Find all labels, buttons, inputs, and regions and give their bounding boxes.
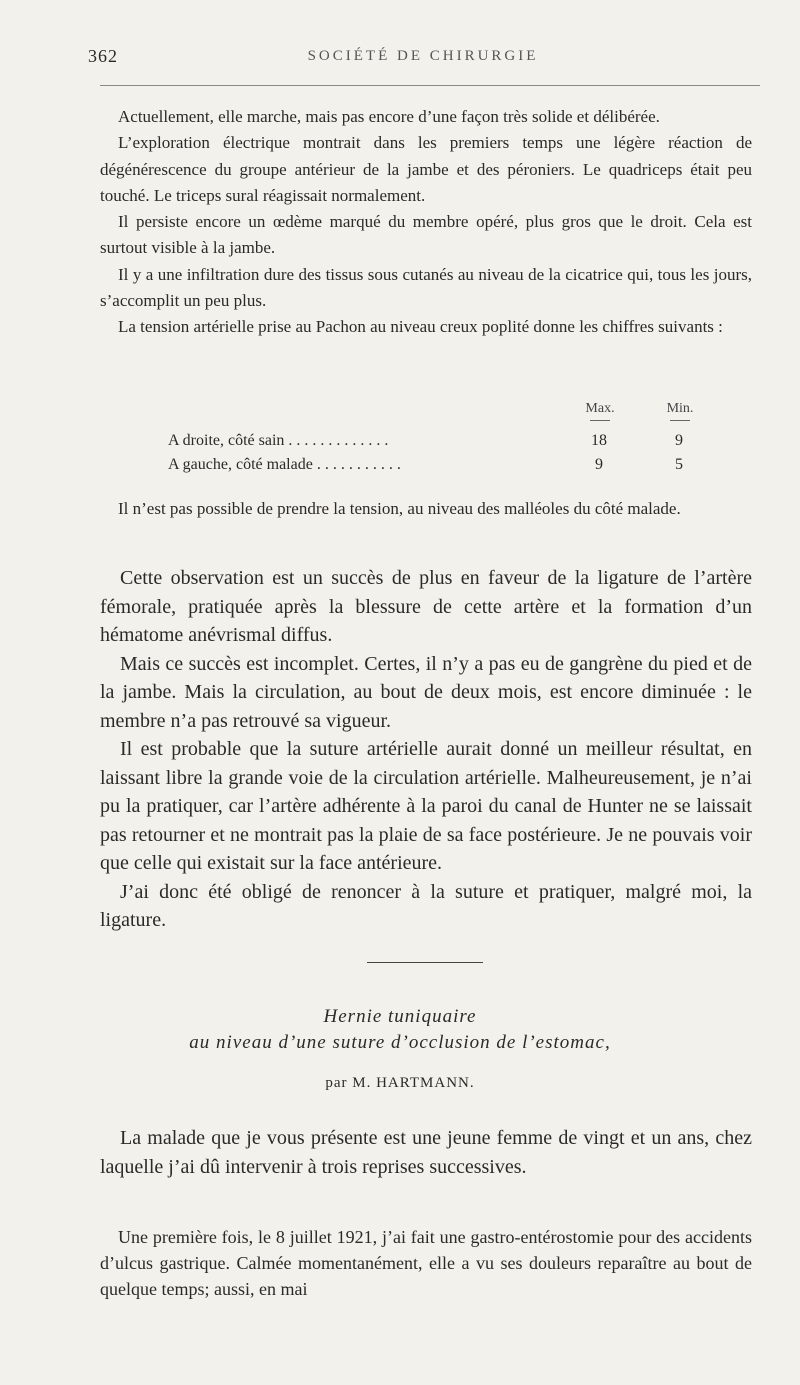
column-dash-max	[590, 420, 610, 421]
paragraph: Actuellement, elle marche, mais pas encore d’une façon très solide et délibérée.	[118, 107, 660, 126]
paragraph: Il est probable que la suture artérielle aurait donné un meilleur résultat, en laissant libre la grande voie de la circulation artérielle. Malheureusement, je n’ai pu la pratiquer, car l’artère adhérente à la paroi du canal de Hunter ne se laissait pas retourner et ne montrait pas la plaie de sa face postérieure. Je ne pouvais voir que celle qui existait sur la face antérieure.	[100, 738, 752, 874]
text-block-case-intro	[100, 1124, 752, 1181]
row-label: A gauche, côté malade . . . . . . . . . . .	[168, 456, 401, 473]
row-label: A droite, côté sain . . . . . . . . . . . . .	[168, 432, 389, 449]
article-title-line-2: au niveau d’une suture d’occlusion de l’estomac,	[189, 1032, 611, 1053]
paragraph: La tension artérielle prise au Pachon au niveau creux poplité donne les chiffres suivants :	[118, 317, 723, 337]
article-title-line-1: Hernie tuniquaire	[323, 1006, 477, 1027]
page-header	[88, 46, 758, 76]
section-divider	[367, 962, 483, 963]
paragraph: Il n’est pas possible de prendre la tension, au niveau des malléoles du côté malade.	[118, 499, 681, 518]
column-header-min: Min.	[666, 401, 694, 416]
paragraph: J’ai donc été obligé de renoncer à la suture et pratiquer, malgré moi, la ligature.	[100, 880, 752, 931]
row-min-value: 9	[675, 432, 683, 449]
column-dash-min	[670, 420, 690, 421]
paragraph: La malade que je vous présente est une jeune femme de vingt et un ans, chez laquelle j’ai dû intervenir à trois reprises successives.	[100, 1127, 752, 1178]
paragraph: Il persiste encore un œdème marqué du membre opéré, plus gros que le droit. Cela est surtout visible à la jambe.	[100, 212, 752, 258]
paragraph: L’exploration électrique montrait dans les premiers temps une légère réaction de dégénérescence du groupe antérieur de la jambe et des péroniers. Le quadriceps était peu touché. Le triceps sural réagissait normalement.	[100, 133, 752, 205]
row-min-value: 5	[675, 456, 683, 473]
paragraph: Une première fois, le 8 juillet 1921, j’ai fait une gastro-entérostomie pour des accidents d’ulcus gastrique. Calmée momentanément, elle a vu ses douleurs reparaître au bout de quelque temps; aussi, en mai	[100, 1227, 752, 1299]
text-block-discussion	[100, 564, 752, 935]
article-author: par M. HARTMANN.	[325, 1075, 475, 1091]
column-header-max: Max.	[585, 401, 615, 416]
text-block-case-history	[100, 1224, 752, 1302]
paragraph: Cette observation est un succès de plus en faveur de la ligature de l’artère fémorale, pratiquée après la blessure de cette artère et la formation d’un hématome anévrismal diffus.	[100, 567, 752, 646]
table-row	[168, 456, 728, 480]
running-head: SOCIÉTÉ DE CHIRURGIE	[307, 48, 539, 64]
table-row	[168, 432, 728, 456]
row-max-value: 9	[595, 456, 603, 473]
header-rule	[100, 85, 760, 86]
text-block-observation	[100, 104, 752, 341]
paragraph: Mais ce succès est incomplet. Certes, il n’y a pas eu de gangrène du pied et de la jambe. Mais la circulation, au bout de deux mois, est encore diminuée : le membre n’a pas retrouvé sa vigueur.	[100, 652, 752, 732]
row-max-value: 18	[591, 432, 607, 449]
text-block-after-table	[100, 496, 752, 522]
paragraph: Il y a une infiltration dure des tissus sous cutanés au niveau de la cicatrice qui, tous les jours, s’accomplit un peu plus.	[100, 264, 752, 311]
page-number: 362	[88, 46, 118, 66]
